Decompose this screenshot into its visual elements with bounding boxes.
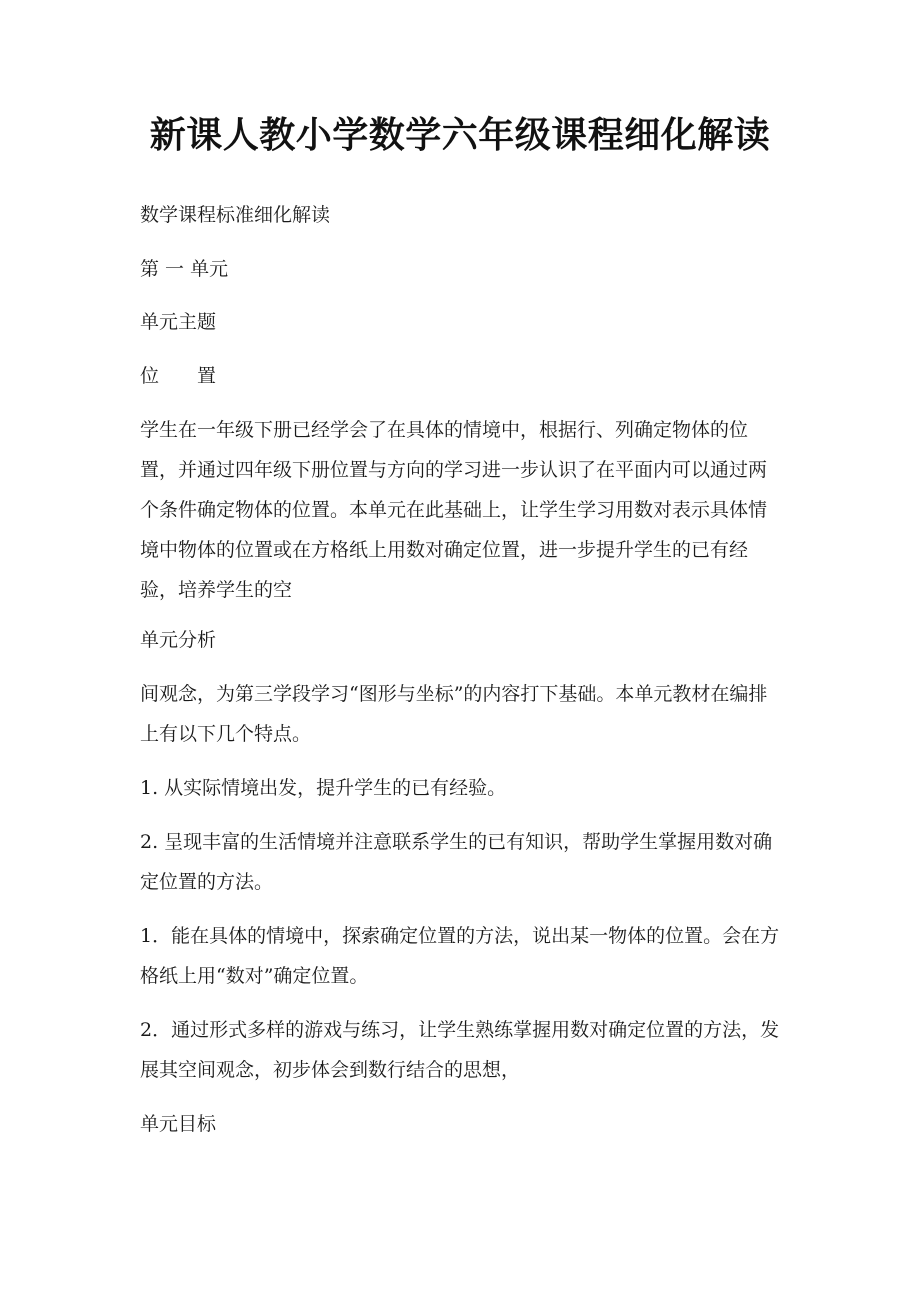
analysis-paragraph: 间观念，为第三学段学习“图形与坐标”的内容打下基础。本单元教材在编排上有以下几个特点。 <box>140 683 768 745</box>
feature-item-2: 2. 呈现丰富的生活情境并注意联系学生的已有知识，帮助学生掌握用数对确定位置的方法。 <box>140 831 773 893</box>
unit-analysis-label: 单元分析 <box>140 629 217 651</box>
unit-goals-label: 单元目标 <box>140 1113 217 1135</box>
goal-item-1: 1．能在具体的情境中，探索确定位置的方法，说出某一物体的位置。会在方格纸上用“数对”确定位置。 <box>140 925 780 987</box>
unit-heading: 第 一 单元 <box>140 258 229 280</box>
feature-item-1: 1. 从实际情境出发，提升学生的已有经验。 <box>140 777 507 799</box>
unit-theme-label: 单元主题 <box>140 311 217 333</box>
goal-item-2: 2．通过形式多样的游戏与练习，让学生熟练掌握用数对确定位置的方法，发展其空间观念，初步体会到数行结合的思想， <box>140 1019 780 1081</box>
intro-paragraph: 学生在一年级下册已经学会了在具体的情境中，根据行、列确定物体的位置，并通过四年级下册位置与方向的学习进一步认识了在平面内可以通过两个条件确定物体的位置。本单元在此基础上，让学生学习用数对表示具体情境中物体的位置或在方格纸上用数对确定位置，进一步提升学生的已有经验，培养学生的空 <box>140 419 768 601</box>
document-title: 新课人教小学数学六年级课程细化解读 <box>149 115 771 156</box>
unit-theme-value: 位 置 <box>140 365 217 387</box>
document-subtitle: 数学课程标准细化解读 <box>140 204 331 226</box>
